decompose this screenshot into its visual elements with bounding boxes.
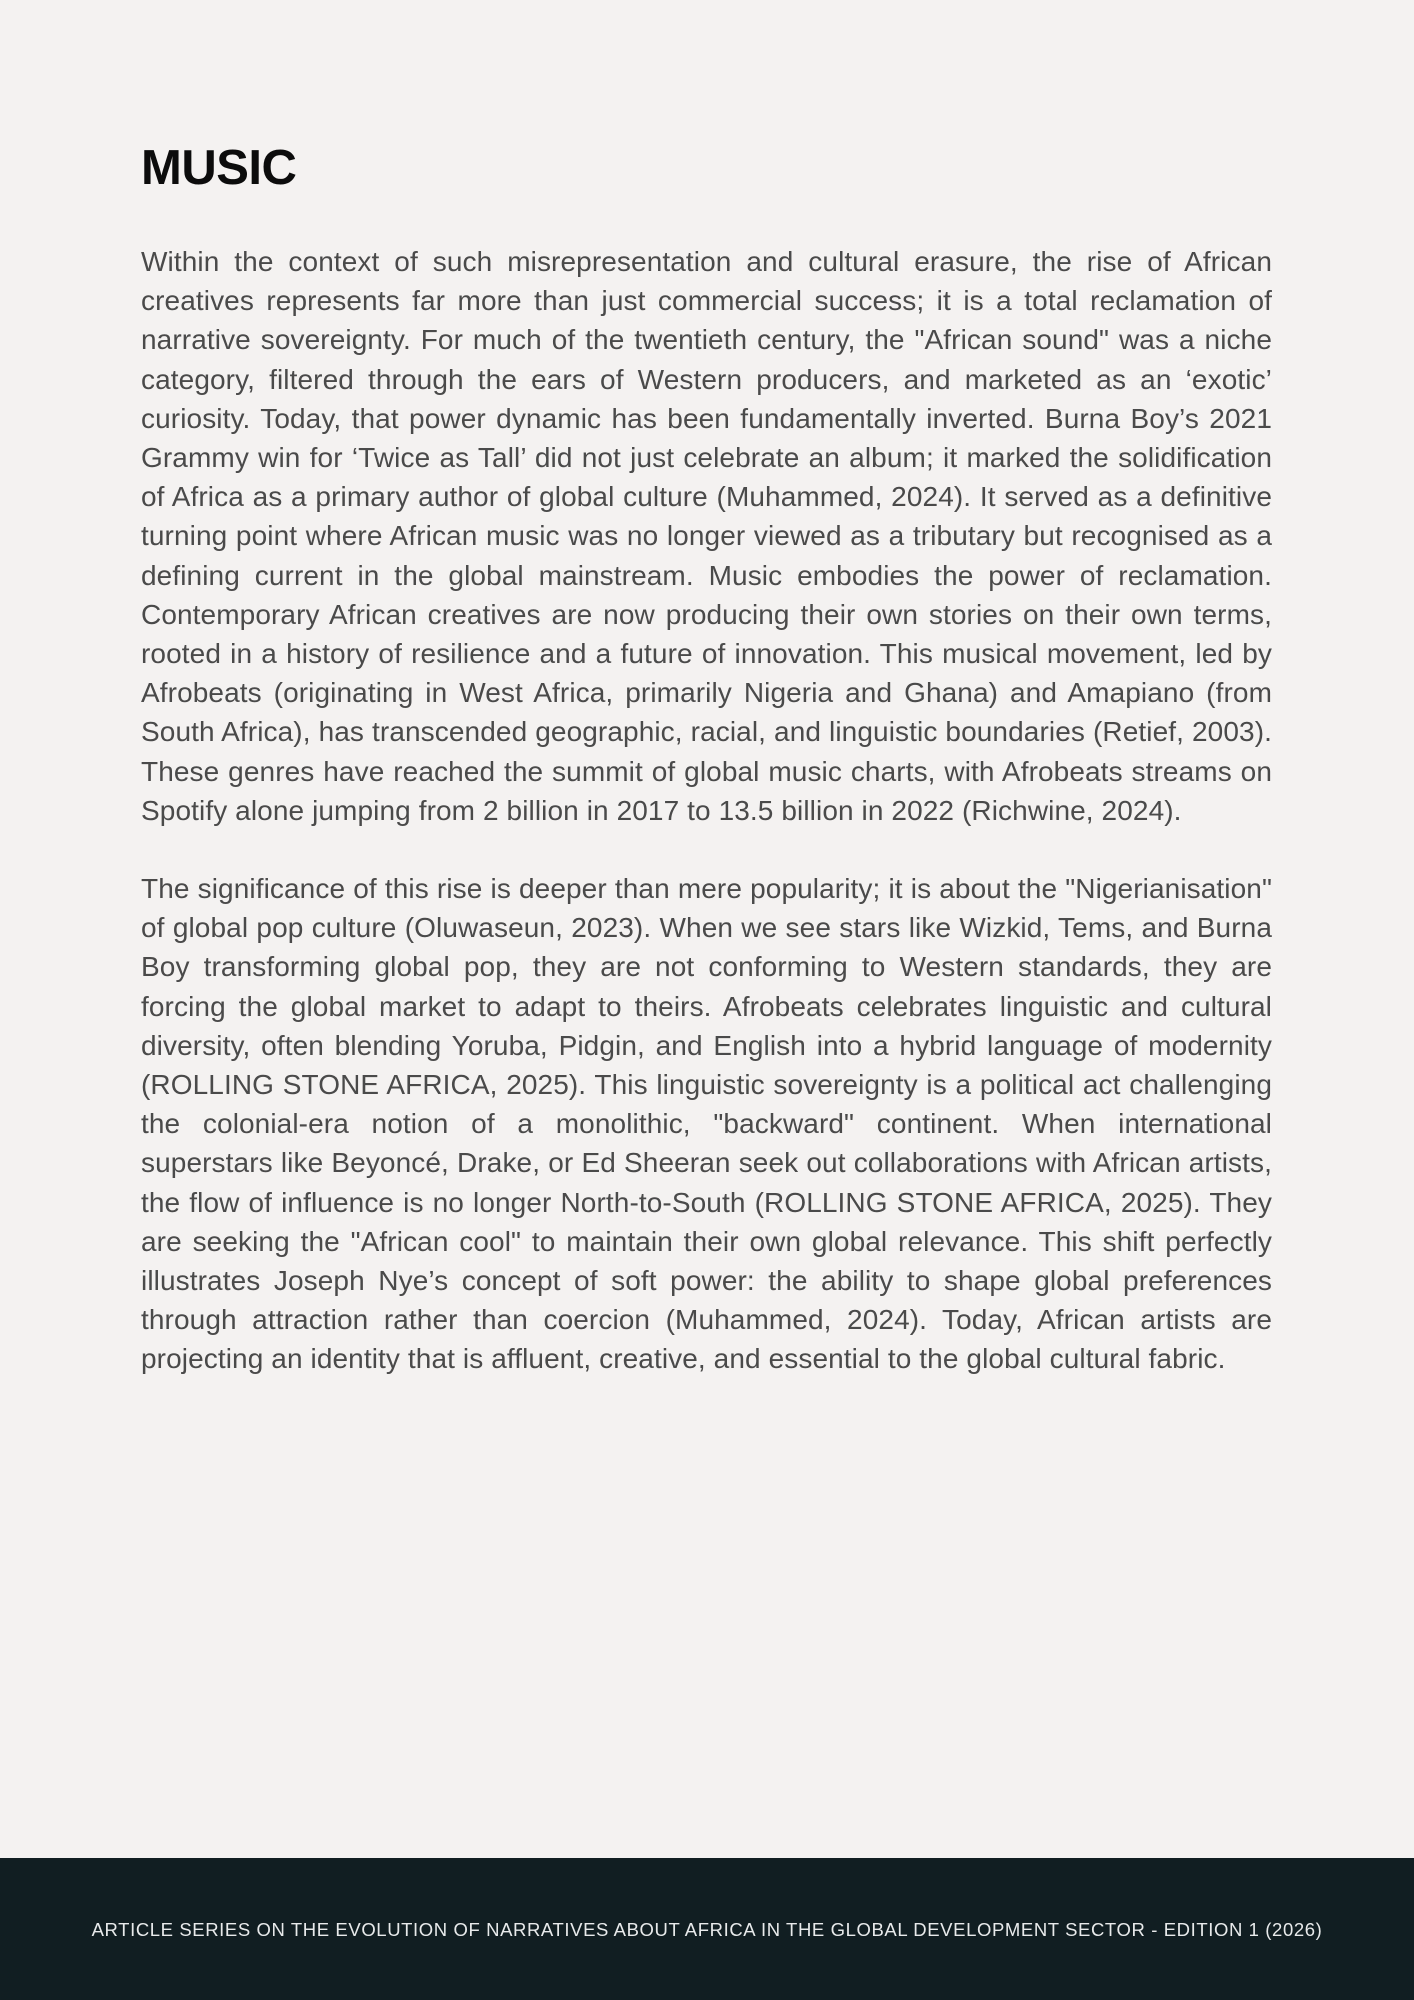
article-paragraph: Within the context of such misrepresentation and cultural erasure, the rise of African creatives represents far more than just commercial success; it is a total reclamation of narrative sovereignty. For much of the twentieth century, the "African sound" was a niche category, filtered through the ears of Western producers, and marketed as an ‘exotic’ curiosity. Today, that power dynamic has been fundamentally inverted. Burna Boy’s 2021 Grammy win for ‘Twice as Tall’ did not just celebrate an album; it marked the solidification of Africa as a primary author of global culture (Muhammed, 2024). It served as a definitive turning point where African music was no longer viewed as a tributary but recognised as a defining current in the global mainstream. Music embodies the power of reclamation. Contemporary African creatives are now producing their own stories on their own terms, rooted in a history of resilience and a future of innovation. This musical movement, led by Afrobeats (originating in West Africa, primarily Nigeria and Ghana) and Amapiano (from South Africa), has transcended geographic, racial, and linguistic boundaries (Retief, 2003). These genres have reached the summit of global music charts, with Afrobeats streams on Spotify alone jumping from 2 billion in 2017 to 13.5 billion in 2022 (Richwine, 2024).	[141, 246, 1272, 826]
page-title: MUSIC	[141, 141, 297, 195]
page-footer	[0, 1858, 1414, 2000]
article-content	[141, 140, 1272, 1379]
article-paragraph: The significance of this rise is deeper than mere popularity; it is about the "Nigerianisation" of global pop culture (Oluwaseun, 2023). When we see stars like Wizkid, Tems, and Burna Boy transforming global pop, they are not conforming to Western standards, they are forcing the global market to adapt to theirs. Afrobeats celebrates linguistic and cultural diversity, often blending Yoruba, Pidgin, and English into a hybrid language of modernity (ROLLING STONE AFRICA, 2025). This linguistic sovereignty is a political act challenging the colonial-era notion of a monolithic, "backward" continent. When international superstars like Beyoncé, Drake, or Ed Sheeran seek out collaborations with African artists, the flow of influence is no longer North-to-South (ROLLING STONE AFRICA, 2025). They are seeking the "African cool" to maintain their own global relevance. This shift perfectly illustrates Joseph Nye’s concept of soft power: the ability to shape global preferences through attraction rather than coercion (Muhammed, 2024). Today, African artists are projecting an identity that is affluent, creative, and essential to the global cultural fabric.	[141, 873, 1272, 1375]
footer-caption: ARTICLE SERIES ON THE EVOLUTION OF NARRATIVES ABOUT AFRICA IN THE GLOBAL DEVELOPMENT SECTOR - EDITION 1 (2026)	[91, 1919, 1323, 1940]
